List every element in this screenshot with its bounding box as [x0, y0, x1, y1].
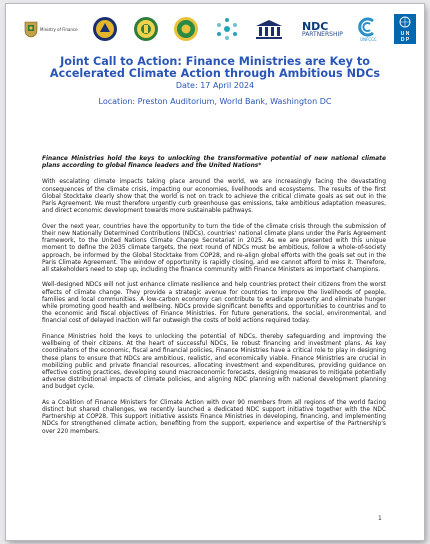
paragraph-5: As a Coalition of Finance Ministers for Climate Action with over 90 members from all regions of the world facing distinct but shared challenges, we recently launched a dedicated NDC support initiative together with the NDC Partnership at COP28. This support initiative assists Finance Ministries in developing, financing, and implementing NDCs for strengthened climate action, benefiting from the support, experience and expertise of the Partnership's over 220 members.	[42, 399, 386, 435]
document-date: Date: 17 April 2024	[175, 80, 255, 90]
network-dots-icon	[214, 16, 240, 42]
lead-paragraph: Finance Ministries hold the keys to unlocking the transformative potential of new national climate plans according to global finance leaders and the United Nations*	[42, 156, 386, 170]
unfccc-text: UNFCCC	[360, 36, 377, 42]
title-line-2: Accelerated Climate Action through Ambitious NDCs	[49, 67, 381, 81]
undp-logo	[394, 14, 416, 44]
paragraph-3: Well-designed NDCs will not just enhance climate resilience and help countries protect their citizens from the worst effects of climate change. They provide a strategic avenue for countries to improve the livelihoods of people, families and local communities. A low-carbon economy can contribute to eradicate poverty and eliminate hunger while promoting good health and wellbeing. NDCs provide significant benefits and opportunities to countries and to the economic and fiscal objectives of Finance Ministries. For future generations, the social, environmental, and financial cost of delayed inaction will far outweigh the costs of bold actions required today.	[42, 282, 386, 325]
partner-emblem-gold	[92, 16, 118, 42]
paragraph-1: With escalating climate impacts taking place around the world, we are increasingly facing the devastating consequences of the climate crisis, impacting our economies, livelihoods and ecosystems. The results of the first Global Stocktake clearly show that the world is not on track to achieve the critical climate goals as set out in the Paris Agreement. We must therefore urgently curb greenhouse gas emissions, take ambitious adaptation measures, and direct economic development towards more sustainable pathways.	[42, 179, 386, 215]
document-header	[26, 56, 404, 108]
svg-text:U N: U N	[400, 31, 410, 37]
document-location: Location: Preston Auditorium, World Bank, Washington DC	[98, 97, 332, 107]
paragraph-2: Over the next year, countries have the opportunity to turn the tide of the climate crisis through the submission of their new Nationally Determined Contributions (NDCs), countries' national climate plans under the Paris Agreement framework, to the United Nations Climate Change Secretariat in 2025. As we are presented with this unique moment to define the 2035 climate targets, the next round of NDCs must be ambitious, follow a whole-of-society approach, be informed by the Global Stocktake from COP28, and re-align global efforts with the goals set out in the Paris Climate Agreement. The window of opportunity is rapidly closing, and we cannot afford to miss it. Therefore, all stakeholders need to step up, including the finance community with Finance Ministers as important champions.	[42, 223, 386, 273]
ndc-text: NDC	[301, 19, 329, 33]
page-number: 1	[378, 515, 382, 522]
building-icon	[254, 18, 284, 40]
emblem-icon	[92, 16, 118, 42]
paragraph-4: Finance Ministries hold the keys to unlocking the potential of NDCs, thereby safeguarding and improving the wellbeing of their citizens. At the heart of successful NDCs, lie robust financing and investment plans. As key coordinators of the economic, fiscal and financial policies, Finance Ministries have a critical role to play in designing these plans to ensure that NDCs are ambitious, realistic, and economically viable. Finance Ministries are crucial in mobilizing public and private financial resources, allocating investment and expenditures, providing guidance on effective costing practices, developing sound macroeconomic forecasts, designing measures to mitigate potentially adverse distributional impacts of climate policies, and aligning NDC planning with national development planning and budget cycle.	[42, 333, 386, 391]
ministry-logo	[24, 20, 78, 38]
seal-icon	[133, 16, 159, 42]
document-body	[42, 156, 386, 444]
coat-of-arms-icon	[24, 20, 38, 38]
seal-icon	[173, 16, 199, 42]
ministry-logo-text: Ministry of Finance	[40, 26, 78, 32]
title-line-1: Joint Call to Action: Finance Ministries are Key to	[60, 55, 370, 68]
document-page	[6, 4, 424, 540]
network-logo	[214, 16, 240, 42]
unfccc-logo	[357, 17, 379, 42]
institution-logo	[254, 18, 284, 40]
partnership-text: PARTNERSHIP	[301, 30, 343, 38]
partner-emblem-yellow	[173, 16, 199, 42]
unfccc-circle-icon	[357, 17, 379, 37]
logo-bar	[24, 14, 416, 44]
ndc-partnership-logo	[299, 21, 343, 38]
partner-emblem-green	[133, 16, 159, 42]
undp-badge-icon	[394, 14, 416, 44]
svg-text:D P: D P	[400, 37, 410, 43]
